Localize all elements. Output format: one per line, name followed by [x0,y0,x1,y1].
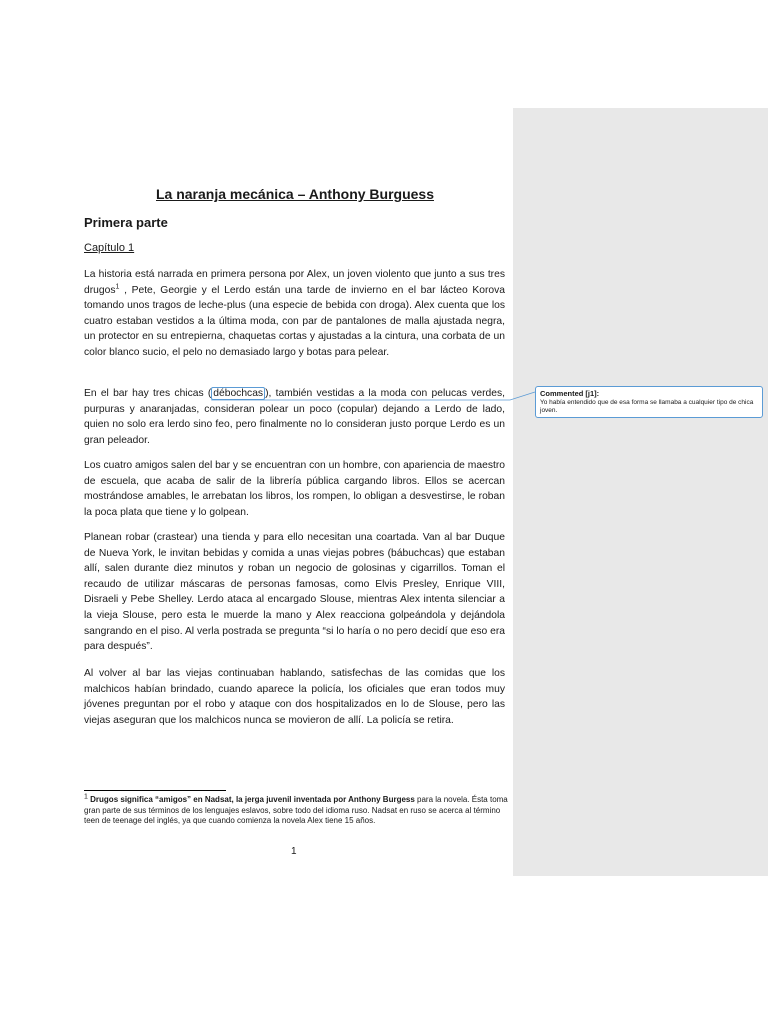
paragraph-4: Planean robar (crastear) una tienda y para ello necesitan una coartada. Van al bar Duque de Nueva York, le invitan bebidas y comida a unas viejas pobres (bábuchcas) que estaban allí, salen durante diez minutos y roban un negocio de golosinas y cigarrillos. Toman el recaudo de utilizar máscaras de personas famosas, como Elvis Presley, Enrique VIII, Disraeli y Pebe Shelley. Lerdo ataca al encargado Slouse, mientras Alex intenta silenciar a la vieja Slouse, pero esta le muerde la mano y Alex reacciona golpeándola y dejándola sangrando en el piso. Al verla postrada se pregunta “si lo haría o no pero decidí que eso era para después”. [84,532,505,653]
paragraph-2-text-b: ), también vestidas a la moda con pelucas verdes, purpuras y anaranjadas, consideran polear un poco (copular) dejando a Lerdo de lado, quien no solo era lerdo sino feo, pero finalmente no lo consideran justo porque Lerdo es un gran peleador. [84,388,505,446]
footnote-separator [84,790,226,791]
footnote-reference[interactable]: 1 [115,283,120,291]
comment-header: Commented [j1]: [540,389,600,398]
part-heading: Primera parte [84,215,168,230]
paragraph-3: Los cuatro amigos salen del bar y se encuentran con un hombre, con apariencia de maestro de escuela, que acaba de salir de la librería pública cargando libros. Ellos se acercan mostrándose amables, le arrebatan los libros, los rompen, lo obligan a desvestirse, le roban la poca plata que tiene y lo golpean. [84,460,505,518]
page-number: 1 [291,846,297,857]
paragraph-2 [84,386,505,448]
document-title: La naranja mecánica – Anthony Burguess [155,186,434,202]
paragraph-2-text-a: En el bar hay tres chicas ( [84,388,212,399]
footnote-bold-text: Drugos significa “amigos” en Nadsat, la jerga juvenil inventada por Anthony Burgess [90,795,415,804]
footnote [84,795,509,827]
comment-body: Yo había entendido que de esa forma se llamaba a cualquier tipo de chica joven. [540,399,754,414]
footnote-text: para la novela. Ésta toma gran parte de sus términos de los lenguajes eslavos, sobre todo del idioma ruso. Nadsat en ruso se acerca al término teen de teenage del inglés, ya que cuando comienza la novela Alex tiene 15 años. [84,795,508,825]
paragraph-1 [84,267,505,361]
comments-margin-pane [513,108,768,876]
paragraph-1-text-b: , Pete, Georgie y el Lerdo están una tarde de invierno en el bar lácteo Korova tomando unos tragos de leche-plus (una especie de bebida con droga). Alex cuenta que los cuatro estaban vestidos a la última moda, con par de pantalones de malla ajustada negra, un protector en su entrepierna, chaquetas cortas y ajustadas a la cintura, una corbata de un color blanco sucio, el pelo no demasiado largo y botas para pelear. [84,284,505,358]
footnote-number: 1 [84,793,88,801]
commented-text-highlight[interactable]: débochcas [213,388,264,399]
comment-balloon[interactable] [535,386,763,418]
chapter-heading: Capítulo 1 [84,242,135,254]
paragraph-5: Al volver al bar las viejas continuaban hablando, satisfechas de las comidas que los malchicos habían brindado, cuando aparece la policía, los oficiales que eran todos muy jóvenes preguntan por el robo y ataque con dos hospitalizados en lo de Slouse, pero las viejas aseguran que los malchicos nunca se movieron de allí. La policía se retira. [84,668,505,726]
paragraph-1-text-a: La historia está narrada en primera persona por Alex, un joven violento que junto a sus tres drugos [84,269,505,296]
